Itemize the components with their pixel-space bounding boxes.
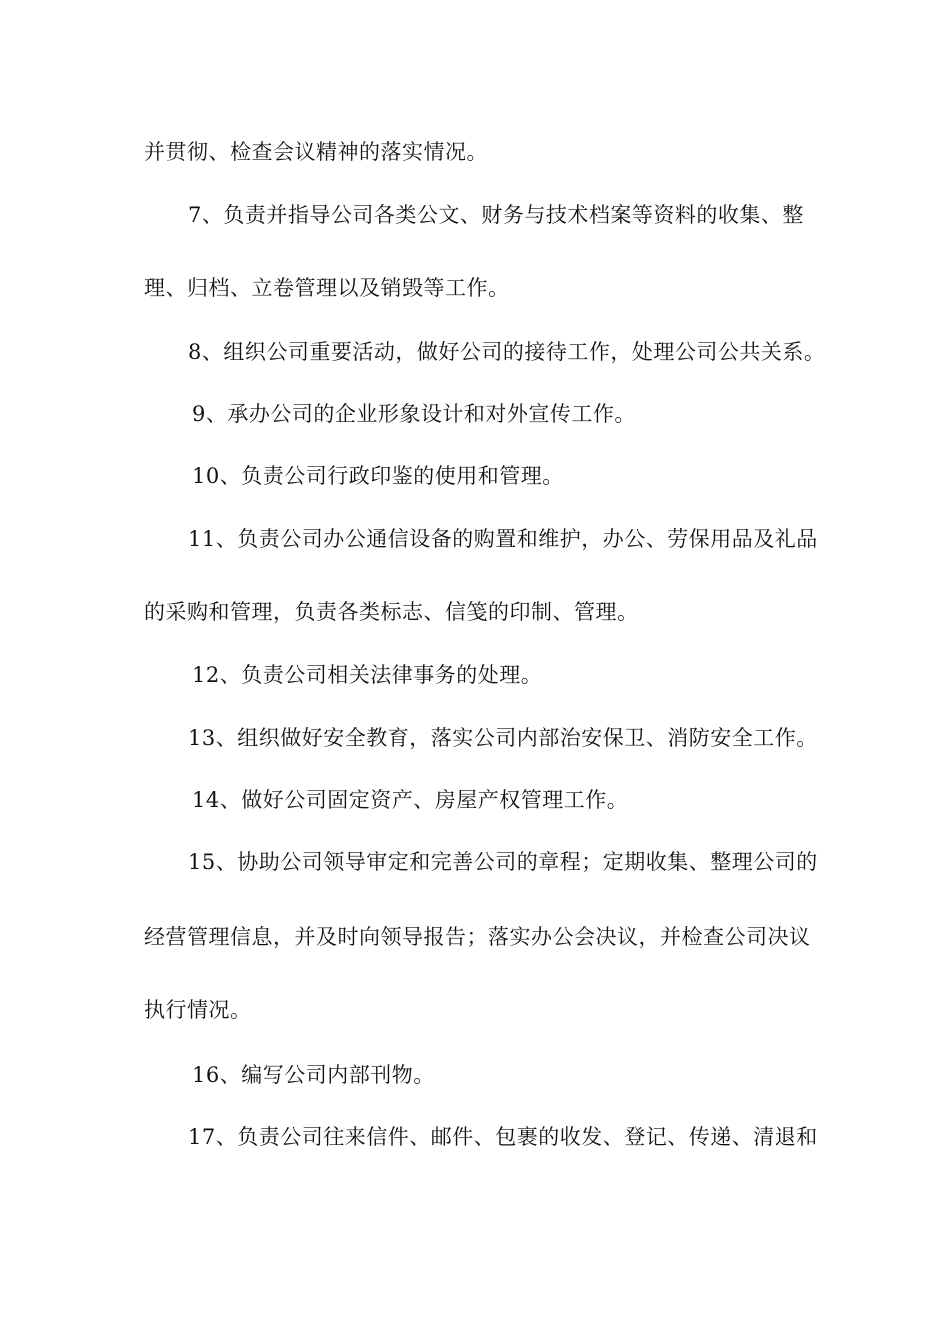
text-line: 执行情况。 [144, 998, 252, 1022]
text-line: 12、负责公司相关法律事务的处理。 [192, 663, 543, 687]
text-line: 并贯彻、检查会议精神的落实情况。 [144, 140, 488, 164]
text-line: 的采购和管理，负责各类标志、信笺的印制、管理。 [144, 600, 639, 624]
text-line: 10、负责公司行政印鉴的使用和管理。 [192, 464, 564, 488]
text-line: 14、做好公司固定资产、房屋产权管理工作。 [192, 788, 629, 812]
text-line: 17、负责公司往来信件、邮件、包裹的收发、登记、传递、清退和 [188, 1125, 818, 1149]
text-line: 15、协助公司领导审定和完善公司的章程；定期收集、整理公司的 [188, 850, 818, 874]
text-line: 8、组织公司重要活动，做好公司的接待工作，处理公司公共关系。 [188, 340, 826, 364]
text-line: 13、组织做好安全教育，落实公司内部治安保卫、消防安全工作。 [188, 726, 818, 750]
text-line: 7、负责并指导公司各类公文、财务与技术档案等资料的收集、整 [188, 203, 804, 227]
text-line: 16、编写公司内部刊物。 [192, 1063, 435, 1087]
text-line: 11、负责公司办公通信设备的购置和维护，办公、劳保用品及礼品 [188, 527, 818, 551]
text-line: 9、承办公司的企业形象设计和对外宣传工作。 [192, 402, 636, 426]
text-line: 经营管理信息，并及时向领导报告；落实办公会决议，并检查公司决议 [144, 925, 811, 949]
text-line: 理、归档、立卷管理以及销毁等工作。 [144, 276, 510, 300]
